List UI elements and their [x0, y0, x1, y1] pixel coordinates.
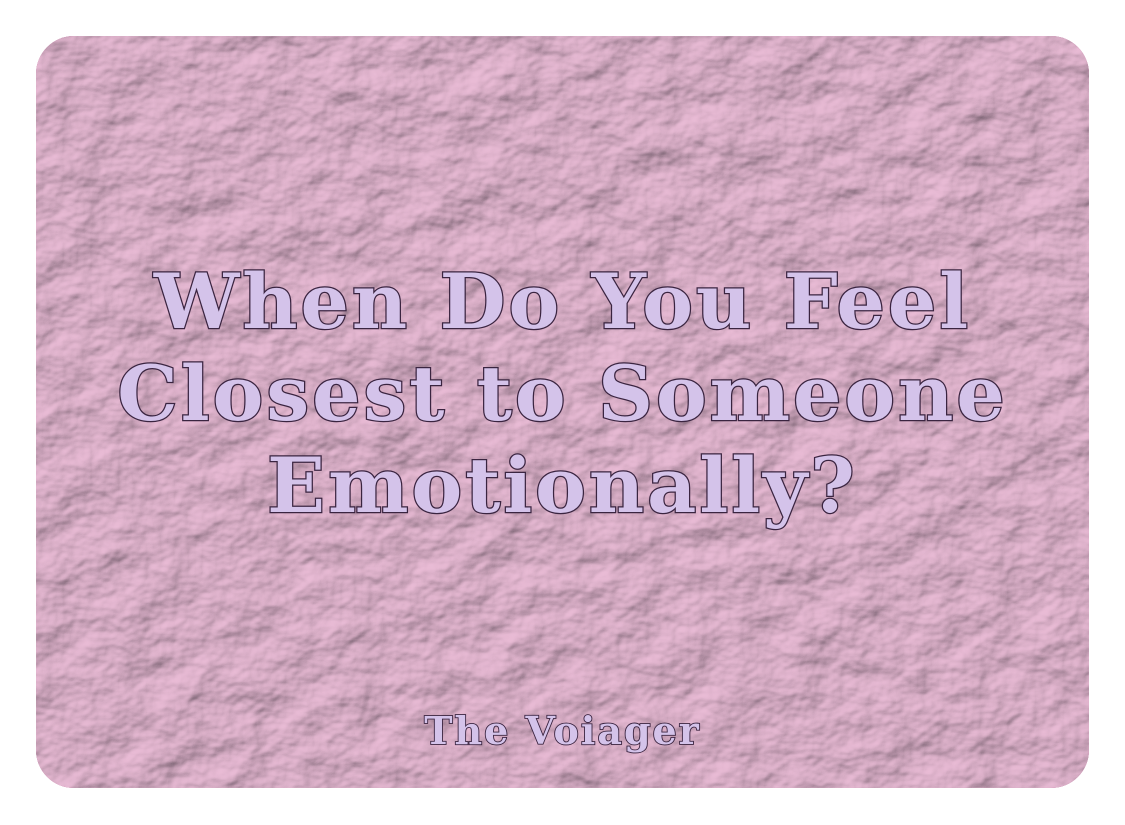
title-line-2: Closest to Someone — [117, 349, 1008, 438]
title-line-1: When Do You Feel — [153, 257, 972, 346]
card-title — [36, 256, 1089, 532]
title-line-3: Emotionally? — [267, 441, 858, 530]
brand-signature: The Voiager — [424, 708, 701, 753]
quote-card — [36, 36, 1089, 788]
